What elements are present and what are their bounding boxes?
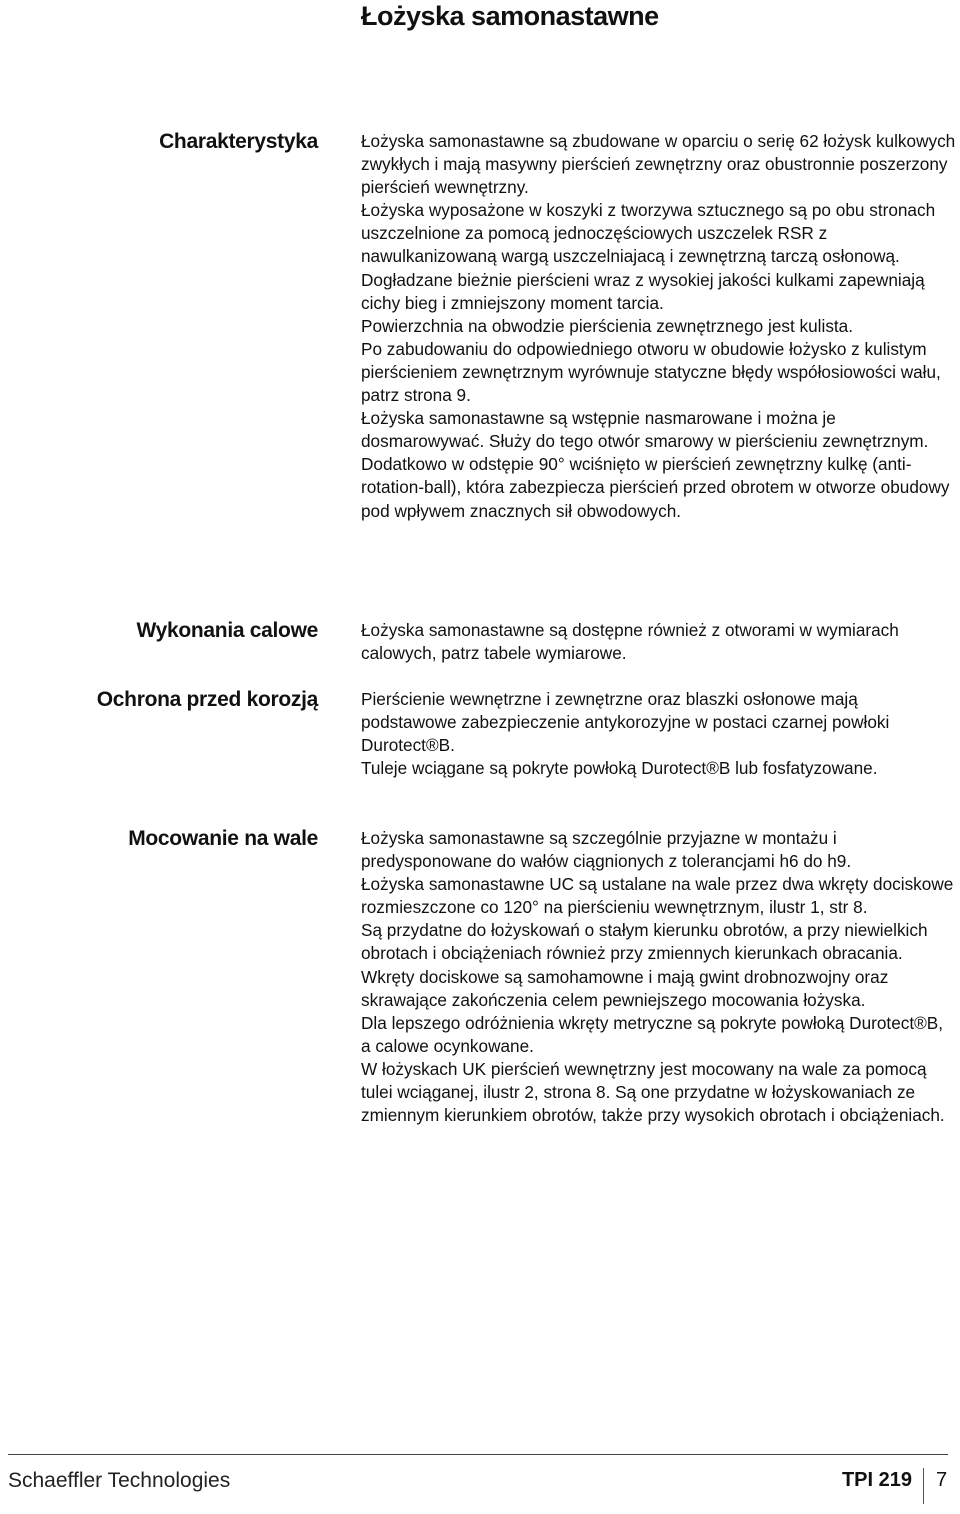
paragraph: W łożyskach UK pierścień wewnętrzny jest mocowany na wale za pomocą tulei wciąganej, ilustr 2, strona 8. Są one przydatne w łożyskowaniach ze zmiennym kierunkiem obrotów, także przy wysokich obrotach i obciążeniach. (361, 1058, 945, 1126)
paragraph: Pierścienie wewnętrzne i zewnętrzne oraz blaszki osłonowe mają podstawowe zabezpieczenie antykorozyjne w postaci czarnej powłoki Durotect®B. (361, 689, 890, 756)
paragraph: Łożyska samonastawne UC są ustalane na wale przez dwa wkręty dociskowe rozmieszczone co 120° na pierścieniu wewnętrznym, ilustr 1, str 8. (361, 874, 954, 918)
paragraph: Łożyska wyposażone w koszyki z tworzywa sztucznego są po obu stronach uszczelnione za pomocą jednoczęściowych uszczelek RSR z nawulkanizowaną wargą uszczelniajacą i zewnętrzną tarczą osłonową. (361, 200, 936, 267)
paragraph: Łożyska samonastawne są dostępne również z otworami w wymiarach calowych, patrz tabele wymiarowe. (361, 620, 899, 664)
paragraph: Dodatkowo w odstępie 90° wciśnięto w pierścień zewnętrzny kulkę (anti-rotation-ball), która zabezpiecza pierścień przed obrotem w otworze obudowy pod wpływem znacznych sił obwodowych. (361, 454, 950, 521)
paragraph: Dogładzane bieżnie pierścieni wraz z wysokiej jakości kulkami zapewniają cichy bieg i zmniejszony moment tarcia. (361, 269, 925, 313)
section-body (361, 619, 957, 665)
section-label: Ochrona przed korozją (96, 688, 318, 711)
section-body (361, 688, 957, 780)
section-label: Wykonania calowe (136, 619, 318, 642)
paragraph: Dla lepszego odróżnienia wkręty metryczne są pokryte powłoką Durotect®B, a calowe ocynkowane. (361, 1012, 944, 1056)
paragraph: Łożyska samonastawne są zbudowane w oparciu o serię 62 łożysk kulkowych zwykłych i mają masywny pierścień zewnętrzny oraz obustronnie poszerzony pierścień wewnętrzny. (361, 131, 956, 198)
paragraph: Powierzchnia na obwodzie pierścienia zewnętrznego jest kulista. (361, 315, 854, 336)
section-label: Mocowanie na wale (128, 827, 318, 850)
footer-brand: Schaeffler Technologies (8, 1469, 231, 1492)
paragraph: Są przydatne do łożyskowań o stałym kierunku obrotów, a przy niewielkich obrotach i obciążeniach również przy zmiennych kierunkach obracania. (361, 920, 928, 964)
paragraph: Łożyska samonastawne są szczególnie przyjazne w montażu i predysponowane do wałów ciągnionych z tolerancjami h6 do h9. (361, 828, 852, 872)
footer-page-number: 7 (936, 1469, 948, 1491)
paragraph: Tuleje wciągane są pokryte powłoką Durotect®B lub fosfatyzowane. (361, 758, 878, 779)
paragraph: Łożyska samonastawne są wstępnie nasmarowane i można je dosmarowywać. Służy do tego otwór smarowy w pierścieniu zewnętrznym. (361, 408, 929, 452)
footer-separator (923, 1468, 924, 1504)
footer-divider (8, 1454, 948, 1455)
paragraph: Po zabudowaniu do odpowiedniego otworu w obudowie łożysko z kulistym pierścieniem zewnętrznym wyrównuje statyczne błędy współosiowości wału, patrz strona 9. (361, 338, 941, 406)
section-body (361, 827, 957, 1127)
footer-doc-ref: TPI 219 (841, 1469, 912, 1491)
section-label: Charakterystyka (159, 130, 318, 153)
section-body (361, 130, 957, 523)
page-title: Łożyska samonastawne (361, 1, 659, 31)
paragraph: Wkręty dociskowe są samohamowne i mają gwint drobnozwojny oraz skrawające zakończenia celem pewniejszego mocowania łożyska. (361, 966, 889, 1010)
